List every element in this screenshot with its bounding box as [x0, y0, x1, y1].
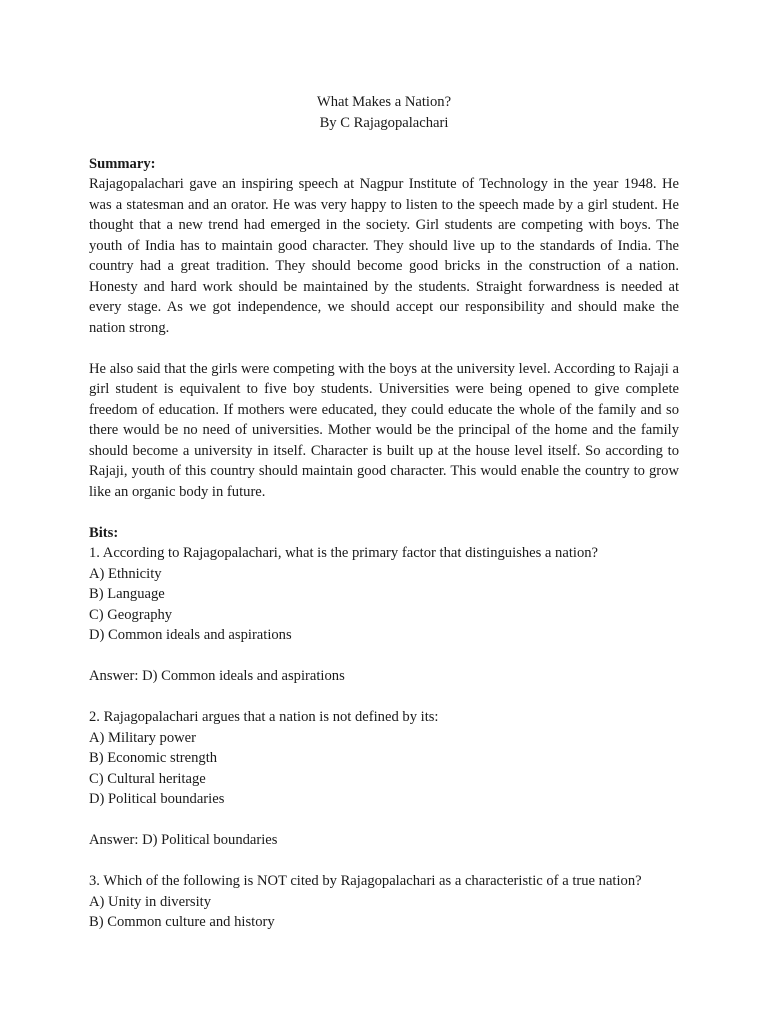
document-page [89, 92, 679, 933]
question-spacer [89, 687, 679, 708]
q3-option-a: A) Unity in diversity [89, 893, 212, 910]
paragraph-spacer [89, 338, 679, 359]
question-spacer [89, 851, 679, 872]
q1-option-a: A) Ethnicity [89, 565, 162, 582]
q1-answer: Answer: D) Common ideals and aspirations [89, 668, 345, 684]
q2-option-d: D) Political boundaries [89, 791, 225, 807]
question-spacer [89, 810, 679, 831]
q3-option-b: B) Common culture and history [89, 914, 275, 930]
q1-option-c: C) Geography [89, 606, 173, 623]
question-3: 3. Which of the following is NOT cited by Rajagopalachari as a characteristic of a true nation? [89, 873, 642, 889]
q2-answer: Answer: D) Political boundaries [89, 832, 278, 848]
summary-paragraph-1: Rajagopalachari gave an inspiring speech at Nagpur Institute of Technology in the year 1948. He was a statesman and an orator. He was very happy to listen to the speech made by a girl student. He thought that a new trend had emerged in the society. Girl students are competing with boys. The youth of India has to maintain good character. They should live up to the standards of India. The country had a great tradition. They should become good bricks in the construction of a nation. Honesty and hard work should be maintained by the students. Straight forwardness is needed at every stage. As we got independence, we should accept our responsibility and should make the nation strong. [89, 176, 679, 336]
q1-option-d: D) Common ideals and aspirations [89, 627, 292, 643]
title-block [89, 92, 679, 133]
q1-option-b: B) Language [89, 586, 165, 602]
summary-heading: Summary: [89, 155, 156, 172]
q2-option-a: A) Military power [89, 729, 196, 746]
summary-paragraph-2: He also said that the girls were competing with the boys at the university level. According to Rajaji a girl student is equivalent to five boy students. Universities were being opened to give complete freedom of education. If mothers were educated, they could educate the whole of the family and so there would be no need of universities. Mother would be the principal of the home and the family should become a university in itself. Character is built up at the house level itself. So according to Rajaji, youth of this country should maintain good character. This would enable the country to grow like an organic body in future. [89, 360, 679, 500]
document-title: What Makes a Nation? [316, 94, 452, 110]
question-spacer [89, 646, 679, 667]
q2-option-c: C) Cultural heritage [89, 770, 206, 787]
bits-heading: Bits: [89, 524, 119, 541]
document-author: By C Rajagopalachari [319, 114, 449, 131]
question-1: 1. According to Rajagopalachari, what is the primary factor that distinguishes a nation? [89, 545, 599, 561]
question-2: 2. Rajagopalachari argues that a nation is not defined by its: [89, 709, 439, 725]
q2-option-b: B) Economic strength [89, 750, 218, 766]
